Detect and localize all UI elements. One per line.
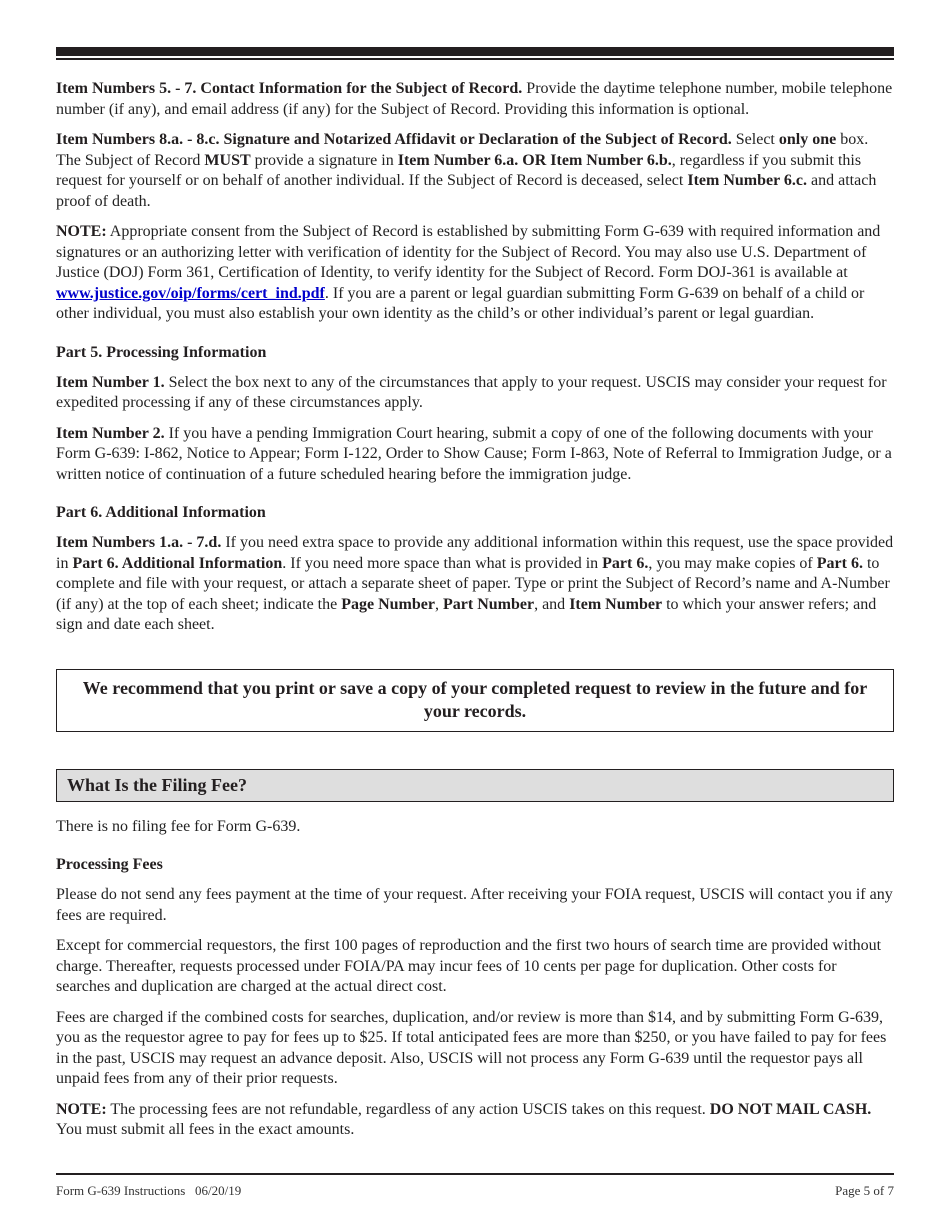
filing-fee-heading: What Is the Filing Fee?	[56, 769, 894, 802]
bold-text: MUST	[204, 151, 251, 169]
bold-text: NOTE:	[56, 223, 107, 240]
body-text: Select	[731, 131, 779, 148]
bold-text: Item Number 1.	[56, 373, 165, 391]
part5-item2-paragraph	[56, 424, 894, 486]
bold-text: Part Number	[442, 595, 535, 613]
footer-form-id: Form G-639 Instructions 06/20/19	[56, 1183, 242, 1198]
contact-info-paragraph	[56, 79, 894, 120]
body-text: box. The Subject of Record	[56, 131, 869, 169]
part5-item1-paragraph	[56, 373, 894, 414]
bold-text: NOTE:	[56, 1100, 107, 1118]
body-text: If you need extra space to provide any additional information within this request, use the space provided in	[56, 534, 894, 572]
body-text: , you may make copies of	[648, 554, 817, 572]
bold-text: Part 6.	[816, 554, 863, 572]
body-text: ,	[434, 595, 443, 613]
bold-text: only one	[778, 131, 837, 148]
body-text: Appropriate consent from the Subject of Record is established by submitting Form G-639 with required information and signatures or an authorizing letter with verification of identity for the Subject of Record. You may also use U.S. Department of Justice (DOJ) Form 361, Certification of Identity, to verify identity for the Subject of Record. Form DOJ-361 is available at	[56, 223, 881, 281]
consent-note-paragraph	[56, 222, 894, 325]
body-text: . If you are a parent or legal guardian submitting Form G-639 on behalf of a child or other individual, you must also establish your own identity as the child’s or other individual’s parent or legal guardian.	[56, 284, 865, 322]
body-text: If you have a pending Immigration Court hearing, submit a copy of one of the following documents with your Form G-639: I-862, Notice to Appear; Form I-122, Order to Show Cause; Form I-863, Note of Referral to Immigration Judge, or a written notice of continuation of a future scheduled hearing before the immigration judge.	[56, 424, 892, 483]
body-text: to complete and file with your request, or attach a separate sheet of paper. Type or print the Subject of Record’s name and A-Number (if any) at the top of each sheet; indicate the	[56, 554, 890, 613]
bold-text: Item Numbers 8.a. - 8.c. Signature and Notarized Affidavit or Declaration of the Subject of Record.	[56, 131, 732, 148]
body-text: , and	[534, 595, 570, 613]
bold-text: Part 6.	[602, 554, 649, 572]
fee-charges-paragraph: Fees are charged if the combined costs for searches, duplication, and/or review is more than $14, and by submitting Form G-639, you as the requestor agree to pay for fees up to $25. If total anticipated fees are more than $250, or you have failed to pay for fees in the past, USCIS may request an advance deposit. Also, USCIS will not process any Form G-639 until the requestor pays all unpaid fees from any of their prior requests.	[56, 1008, 887, 1087]
fee-note-paragraph	[56, 1100, 894, 1141]
bold-text: Item Numbers 5. - 7. Contact Information for the Subject of Record.	[56, 80, 523, 97]
bold-text: Item Number 2.	[56, 424, 165, 442]
bold-text: Item Number 6.c.	[687, 172, 808, 189]
processing-fees-heading: Processing Fees	[56, 856, 163, 873]
signature-paragraph	[56, 130, 894, 212]
body-text: Select the box next to any of the circumstances that apply to your request. USCIS may consider your request for expedited processing if any of these circumstances apply.	[56, 373, 887, 411]
commercial-requestors-paragraph: Except for commercial requestors, the first 100 pages of reproduction and the first two hours of search time are provided without charge. Thereafter, requests processed under FOIA/PA may incur fees of 10 cents per page for duplication. Other costs for searches and duplication are charged at the actual direct cost.	[56, 937, 882, 995]
header-rule-thick	[56, 47, 894, 56]
doj-form-link[interactable]: www.justice.gov/oip/forms/cert_ind.pdf	[56, 284, 325, 302]
bold-text: Item Numbers 1.a. - 7.d.	[56, 534, 222, 551]
body-text: Provide the daytime telephone number, mobile telephone number (if any), and email address (if any) for the Subject of Record. Providing this information is optional.	[56, 80, 893, 118]
bold-text: Item Number 6.a. OR Item Number 6.b.	[397, 151, 672, 169]
recommendation-box: We recommend that you print or save a copy of your completed request to review in the future and for your records.	[56, 669, 894, 732]
body-text: You must submit all fees in the exact amounts.	[56, 1121, 355, 1138]
body-text: to which your answer refers; and sign and date each sheet.	[56, 595, 877, 633]
bold-text: DO NOT MAIL CASH.	[709, 1100, 872, 1118]
body-text: , regardless if you submit this request for yourself or on behalf of another individual. If the Subject of Record is deceased, select	[56, 151, 862, 189]
part6-heading: Part 6. Additional Information	[56, 504, 266, 521]
bold-text: Part 6. Additional Information	[72, 554, 283, 572]
fees-payment-paragraph: Please do not send any fees payment at the time of your request. After receiving your FOIA request, USCIS will contact you if any fees are required.	[56, 886, 893, 924]
part5-heading: Part 5. Processing Information	[56, 343, 267, 361]
instructions-content	[56, 79, 894, 1141]
bold-text: Page Number	[341, 595, 435, 613]
body-text: The processing fees are not refundable, regardless of any action USCIS takes on this request.	[106, 1100, 710, 1118]
body-text: provide a signature in	[250, 151, 398, 169]
footer-page-number: Page 5 of 7	[835, 1183, 894, 1198]
header-rule-thin	[56, 58, 894, 60]
no-fee-paragraph: There is no filing fee for Form G-639.	[56, 817, 301, 835]
body-text: and attach proof of death.	[56, 172, 877, 210]
footer-rule	[56, 1173, 894, 1175]
body-text: . If you need more space than what is provided in	[282, 554, 603, 572]
page-footer	[56, 1183, 894, 1199]
bold-text: Item Number	[569, 595, 663, 613]
part6-paragraph	[56, 533, 894, 636]
